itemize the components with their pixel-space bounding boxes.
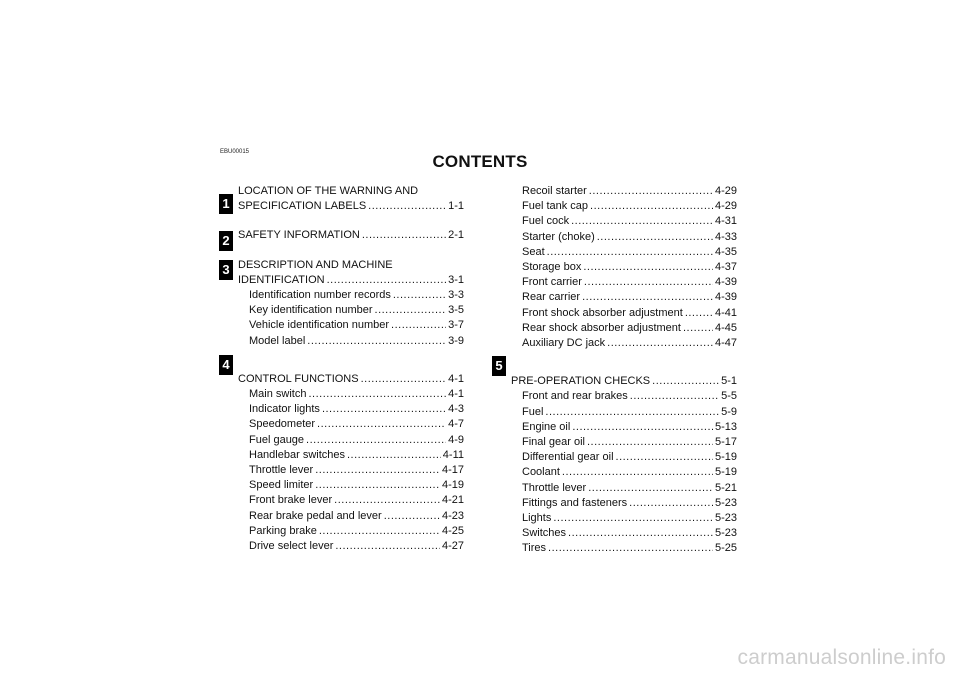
toc-entry[interactable]: Differential gear oil ..... 5-19	[511, 450, 737, 465]
toc-entry-page: 5-1	[721, 375, 737, 388]
toc-entry[interactable]: Fittings and fasteners ..... 5-23	[511, 496, 737, 511]
toc-entry[interactable]: Fuel cock ..... 4-31	[511, 214, 737, 229]
chapter-tab-5[interactable]: 5	[492, 356, 506, 376]
toc-entry[interactable]: Rear shock absorber adjustment ..... 4-45	[511, 321, 737, 336]
toc-entry-title: CONTROL FUNCTIONS	[238, 372, 359, 385]
chapter-tab-4[interactable]: 4	[219, 355, 233, 375]
toc-entry[interactable]: Front carrier ..... 4-39	[511, 275, 737, 290]
watermark: carmanualsonline.info	[737, 646, 946, 669]
toc-entry[interactable]: Auxiliary DC jack ..... 4-47	[511, 336, 737, 351]
toc-left-column	[238, 184, 464, 554]
toc-entry[interactable]: Vehicle identification number ..... 3-7	[238, 318, 464, 333]
toc-chapter-3[interactable]	[238, 273, 464, 288]
toc-entry[interactable]: Engine oil ..... 5-13	[511, 420, 737, 435]
toc-entry[interactable]: Lights ..... 5-23	[511, 511, 737, 526]
toc-entry[interactable]: Front brake lever ..... 4-21	[238, 493, 464, 508]
toc-chapter-4[interactable]	[238, 372, 464, 387]
toc-entry[interactable]: Model label ..... 3-9	[238, 334, 464, 349]
toc-chapter-3-line1[interactable]: DESCRIPTION AND MACHINE	[238, 258, 393, 271]
toc-right-column	[511, 184, 737, 557]
toc-entry[interactable]: Throttle lever ..... 4-17	[238, 463, 464, 478]
toc-entry[interactable]: Fuel gauge ..... 4-9	[238, 433, 464, 448]
toc-entry[interactable]: Handlebar switches ..... 4-11	[238, 448, 464, 463]
toc-entry[interactable]: Drive select lever ..... 4-27	[238, 539, 464, 554]
toc-entry-title: IDENTIFICATION	[238, 273, 325, 286]
toc-entry[interactable]: Key identification number ..... 3-5	[238, 303, 464, 318]
toc-entry[interactable]: Rear brake pedal and lever ..... 4-23	[238, 509, 464, 524]
toc-entry[interactable]: Fuel ..... 5-9	[511, 405, 737, 420]
toc-entry-title: PRE-OPERATION CHECKS	[511, 375, 651, 388]
toc-entry-page: 3-1	[448, 273, 464, 286]
toc-entry[interactable]: Rear carrier ..... 4-39	[511, 290, 737, 305]
toc-entry[interactable]: Final gear oil ..... 5-17	[511, 435, 737, 450]
toc-chapter-5[interactable]	[511, 374, 737, 389]
toc-entry[interactable]: Seat ..... 4-35	[511, 245, 737, 260]
chapter-tab-3[interactable]: 3	[219, 260, 233, 280]
toc-entry[interactable]: Coolant ..... 5-19	[511, 465, 737, 480]
toc-entry[interactable]: Front shock absorber adjustment ..... 4-41	[511, 306, 737, 321]
toc-chapter-1[interactable]	[238, 199, 464, 214]
toc-chapter-2[interactable]	[238, 228, 464, 243]
toc-entry[interactable]: Speedometer ..... 4-7	[238, 417, 464, 432]
chapter-tab-1[interactable]: 1	[219, 194, 233, 214]
toc-entry[interactable]: Tires ..... 5-25	[511, 541, 737, 556]
toc-entry[interactable]: Parking brake ..... 4-25	[238, 524, 464, 539]
page-title: CONTENTS	[432, 152, 528, 171]
toc-entry[interactable]: Switches ..... 5-23	[511, 526, 737, 541]
toc-entry[interactable]: Main switch ..... 4-1	[238, 387, 464, 402]
toc-entry[interactable]: Speed limiter ..... 4-19	[238, 478, 464, 493]
toc-entry-title: SAFETY INFORMATION	[238, 229, 360, 242]
toc-entry[interactable]: Front and rear brakes ..... 5-5	[511, 389, 737, 404]
toc-entry[interactable]: Indicator lights ..... 4-3	[238, 402, 464, 417]
toc-entry-page: 2-1	[448, 229, 464, 242]
toc-entry[interactable]: Storage box ..... 4-37	[511, 260, 737, 275]
chapter-tab-2[interactable]: 2	[219, 231, 233, 251]
document-code: EBU00015	[220, 149, 250, 155]
toc-entry[interactable]: Recoil starter ..... 4-29	[511, 184, 737, 199]
toc-entry[interactable]: Fuel tank cap ..... 4-29	[511, 199, 737, 214]
toc-entry-page: 4-1	[448, 372, 464, 385]
toc-entry-title: SPECIFICATION LABELS	[238, 200, 367, 213]
toc-entry[interactable]: Throttle lever ..... 5-21	[511, 481, 737, 496]
toc-entry[interactable]: Identification number records ..... 3-3	[238, 288, 464, 303]
toc-entry[interactable]: Starter (choke) ..... 4-33	[511, 230, 737, 245]
toc-entry-page: 1-1	[448, 200, 464, 213]
toc-chapter-1-line1[interactable]: LOCATION OF THE WARNING AND	[238, 185, 419, 197]
